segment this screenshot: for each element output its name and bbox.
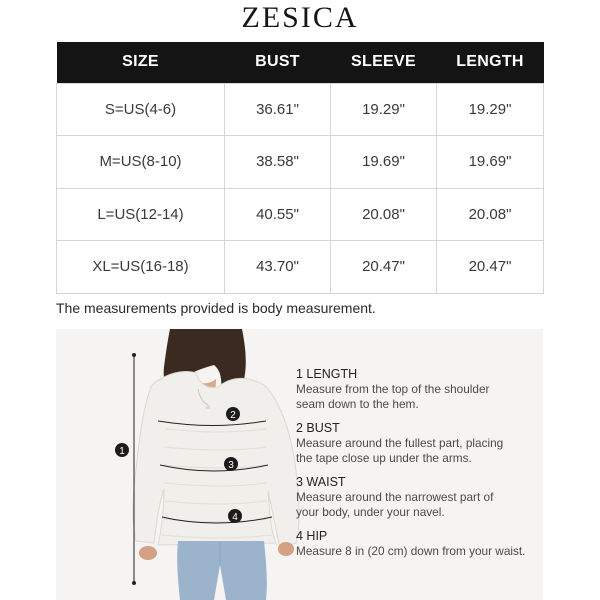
hip-instruction [296,528,546,559]
cell-bust: 38.58" [225,136,331,189]
bust-instruction [296,420,546,466]
model-right-hand [278,542,294,556]
cell-size: XL=US(16-18) [57,241,225,294]
table-row [57,136,544,189]
cell-bust: 40.55" [225,188,331,241]
cell-length: 20.47" [437,241,544,294]
header-size: SIZE [57,42,225,83]
cell-length: 20.08" [437,188,544,241]
cell-sleeve: 20.08" [331,188,437,241]
brand-logo: ZESICA [241,1,359,34]
bust-desc-line: Measure around the fullest part, placing [296,436,504,450]
waist-desc-line: Measure around the narrowest part of [296,490,494,504]
table-row [57,83,544,136]
cell-size: M=US(8-10) [57,136,225,189]
length-instruction [296,366,546,412]
marker-2 [226,407,240,421]
marker-3-label: 3 [228,460,234,471]
waist-title: 3 WAIST [296,475,346,489]
header-length: LENGTH [437,42,544,83]
cell-size: L=US(12-14) [57,188,225,241]
measurement-note: The measurements provided is body measurement. [56,300,376,316]
header-sleeve: SLEEVE [331,42,437,83]
marker-1 [115,443,129,457]
marker-4 [228,509,242,523]
hip-desc-line: Measure 8 in (20 cm) down from your waist. [296,544,526,558]
model-left-hand [139,546,157,560]
waist-instruction [296,474,546,520]
model-sweater [133,372,299,550]
model-illustration [96,329,306,600]
bust-title: 2 BUST [296,421,340,435]
marker-3 [224,457,238,471]
cell-length: 19.29" [437,83,544,136]
cell-bust: 36.61" [225,83,331,136]
cell-bust: 43.70" [225,241,331,294]
cell-sleeve: 19.29" [331,83,437,136]
length-desc-line: Measure from the top of the shoulder [296,382,490,396]
table-header-row [57,42,544,83]
table-row [57,188,544,241]
length-title: 1 LENGTH [296,367,358,381]
size-chart-table [56,42,544,294]
header-bust: BUST [225,42,331,83]
model-jeans [177,541,267,600]
hip-title: 4 HIP [296,529,328,543]
length-desc-line: seam down to the hem. [296,397,419,411]
marker-4-label: 4 [232,512,238,523]
cell-length: 19.69" [437,136,544,189]
cell-sleeve: 19.69" [331,136,437,189]
marker-2-label: 2 [230,410,236,421]
waist-desc-line: your body, under your navel. [296,505,445,519]
marker-1-label: 1 [119,446,125,457]
cell-size: S=US(4-6) [57,83,225,136]
length-guide-line [132,353,136,585]
cell-sleeve: 20.47" [331,241,437,294]
measurement-instructions [296,366,546,567]
bust-desc-line: the tape close up under the arms. [296,451,472,465]
table-row [57,241,544,294]
